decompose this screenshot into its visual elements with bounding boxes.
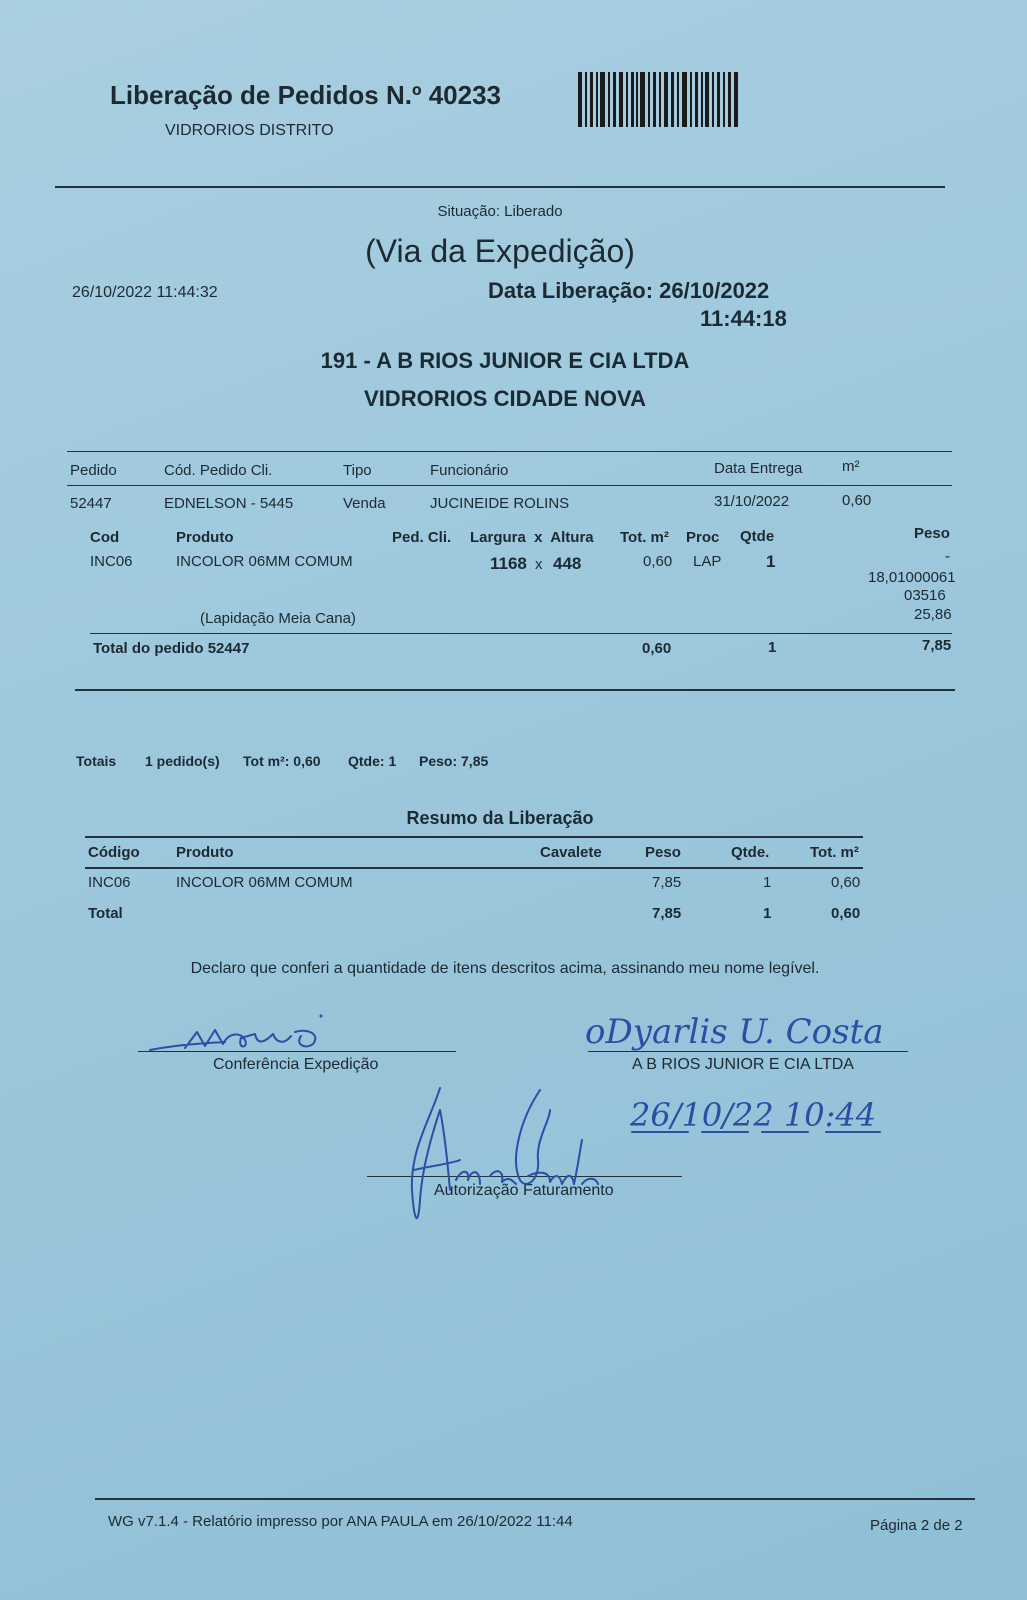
order-total-label: Total do pedido 52447 — [93, 640, 250, 657]
height-value: 448 — [553, 554, 582, 573]
totals-area: Tot m²: 0,60 — [243, 753, 321, 769]
col-header: Tot. m² — [810, 844, 859, 861]
order-total-area: 0,60 — [642, 640, 672, 657]
col-header: Funcionário — [430, 462, 509, 479]
product-name: INCOLOR 06MM COMUM — [176, 553, 353, 570]
company-name: VIDRORIOS DISTRITO — [165, 122, 334, 139]
order-total-qty: 1 — [768, 639, 777, 656]
client-store: VIDRORIOS CIDADE NOVA — [364, 386, 646, 411]
summary-total-weight: 7,85 — [652, 905, 682, 922]
client-order-code: EDNELSON - 5445 — [164, 495, 294, 512]
col-header: Produto — [176, 844, 234, 861]
footer-print-info: WG v7.1.4 - Relatório impresso por ANA PAULA em 26/10/2022 11:44 — [108, 1513, 573, 1530]
summary-product: INCOLOR 06MM COMUM — [176, 874, 353, 891]
col-header: Tot. m² — [620, 529, 669, 546]
document-title: Liberação de Pedidos N.º 40233 — [110, 80, 501, 110]
process-code: LAP — [693, 553, 722, 570]
employee: JUCINEIDE ROLINS — [430, 495, 570, 512]
divider — [95, 1498, 975, 1500]
item-area: 0,60 — [643, 553, 673, 570]
summary-code: INC06 — [88, 874, 131, 891]
weight-line: 18,01000061 — [868, 569, 956, 586]
release-date: Data Liberação: 26/10/2022 — [488, 278, 770, 303]
declaration-text: Declaro que conferi a quantidade de itens descritos acima, assinando meu nome legível. — [190, 960, 820, 977]
divider — [67, 451, 952, 452]
summary-title: Resumo da Liberação — [406, 808, 594, 828]
divider — [90, 633, 952, 634]
summary-total-qty: 1 — [763, 905, 772, 922]
release-time: 11:44:18 — [700, 306, 787, 331]
summary-area: 0,60 — [831, 874, 861, 891]
divider — [55, 186, 945, 188]
col-header: Pedido — [70, 462, 117, 479]
item-quantity: 1 — [766, 552, 776, 571]
col-header: Cód. Pedido Cli. — [164, 462, 273, 479]
process-note: (Lapidação Meia Cana) — [200, 610, 356, 627]
col-header: Data Entrega — [714, 460, 803, 477]
order-type: Venda — [343, 495, 386, 512]
signature-label-conferencia: Conferência Expedição — [213, 1056, 379, 1073]
signature-label-autorizacao: Autorização Faturamento — [434, 1182, 614, 1199]
printed-datetime: 26/10/2022 11:44:32 — [72, 284, 218, 301]
times-sign: x — [535, 556, 543, 573]
totals-qty: Qtde: 1 — [348, 753, 397, 769]
order-total-weight: 7,85 — [922, 637, 952, 654]
area-m2: 0,60 — [842, 492, 872, 509]
col-header: Ped. Cli. — [392, 529, 452, 546]
weight-line: 03516 — [904, 587, 946, 604]
col-header: Cod — [90, 529, 120, 546]
summary-qty: 1 — [763, 874, 772, 891]
col-header: Proc — [686, 529, 720, 546]
divider — [85, 867, 863, 869]
col-header: Qtde. — [731, 844, 770, 861]
col-header: Cavalete — [540, 844, 602, 861]
divider — [85, 836, 863, 838]
handwritten-client-name: oDyarlis U. Costa — [585, 1012, 884, 1052]
status-text: Situação: Liberado — [437, 203, 563, 220]
totals-label: Totais — [76, 753, 117, 769]
handwritten-signature — [145, 1010, 345, 1055]
delivery-date: 31/10/2022 — [714, 493, 790, 510]
col-header: Tipo — [343, 462, 372, 479]
summary-total-area: 0,60 — [831, 905, 861, 922]
page-number: Página 2 de 2 — [870, 1517, 963, 1534]
handwritten-signature — [400, 1080, 610, 1230]
handwritten-signature — [585, 995, 915, 1055]
summary-weight: 7,85 — [652, 874, 682, 891]
totals-weight: Peso: 7,85 — [419, 753, 489, 769]
col-header: Produto — [176, 529, 234, 546]
signature-label-cliente: A B RIOS JUNIOR E CIA LTDA — [632, 1056, 854, 1073]
divider — [67, 485, 952, 486]
summary-total-label: Total — [88, 905, 123, 922]
barcode — [578, 72, 738, 127]
col-header: Peso — [914, 525, 950, 542]
handwritten-date — [630, 1090, 900, 1140]
order-number: 52447 — [70, 495, 112, 512]
handwritten-date-text: 26/10/22 10:44 — [630, 1096, 877, 1134]
col-header: Qtde — [740, 528, 775, 545]
product-code: INC06 — [90, 553, 133, 570]
client-name: 191 - A B RIOS JUNIOR E CIA LTDA — [320, 348, 690, 373]
col-header: Peso — [645, 844, 681, 861]
col-header: Código — [88, 844, 140, 861]
weight-line: 25,86 — [914, 606, 952, 623]
weight-dash: - — [945, 548, 950, 565]
col-header: m² — [842, 458, 860, 475]
divider — [75, 689, 955, 691]
copy-type: (Via da Expedição) — [365, 233, 635, 269]
width-value: 1168 — [490, 554, 527, 573]
totals-orders: 1 pedido(s) — [145, 753, 220, 769]
col-header: Largura x Altura — [470, 529, 594, 546]
